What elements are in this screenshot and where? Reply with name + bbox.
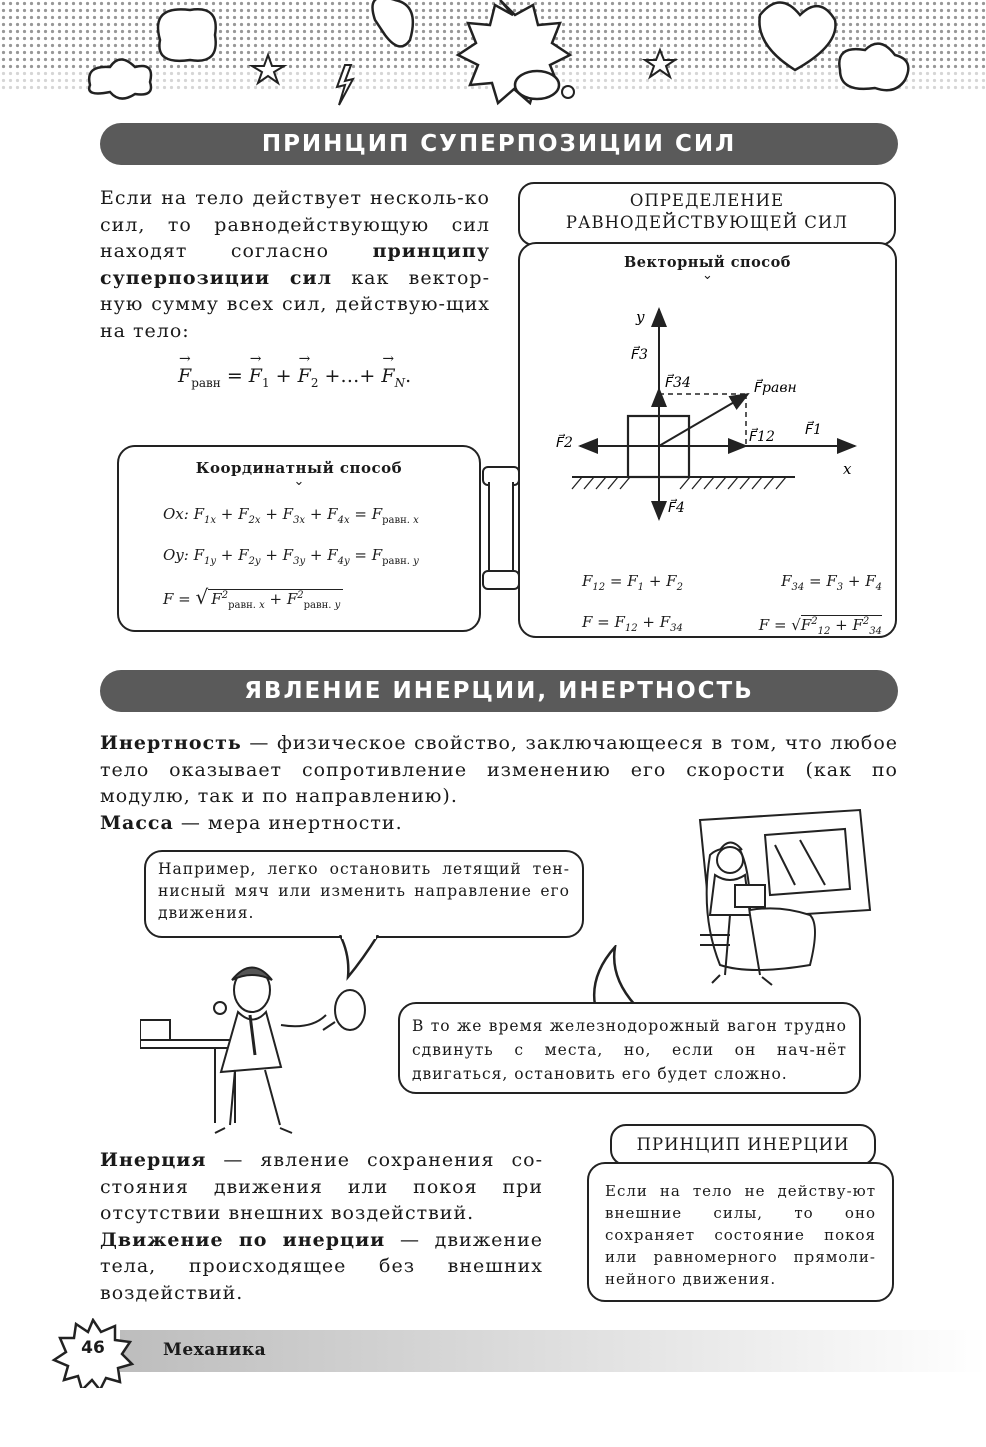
inertness-definition: — физическое свойство, заключающееся в том, что любое тело оказывает сопротивление изменению его скорости (как по модулю, так и по направлению). bbox=[100, 732, 898, 807]
ox-equation: Ox: $F_{1x} + F_{2x} + F_{3x} + F_{4x} = F_{равн. x}$ bbox=[163, 505, 419, 526]
definition-line2: РАВНОДЕЙСТВУЮЩЕЙ СИЛ bbox=[565, 213, 849, 232]
vector-method-box bbox=[518, 242, 897, 638]
resultant-formula: F → $_{равн}$ = F → $_1$ + F → $_2$ +…+ F → $_N$. bbox=[178, 351, 412, 390]
comic-header-decoration bbox=[0, 0, 986, 110]
page-number: 46 bbox=[81, 1338, 105, 1358]
speech-bubble-train: В то же время железнодорожный вагон трудно сдвинуть с места, но, если он нач-нёт двигаться, остановить его будет сложно. bbox=[398, 1002, 861, 1094]
f12-label: F⃗12 bbox=[749, 429, 775, 445]
x-axis-label: x bbox=[843, 460, 852, 478]
fr-label: F⃗равн bbox=[754, 380, 797, 396]
inertia-definition: — явление сохранения со-стояния движения или покоя при отсутствии внешних воздействий. bbox=[100, 1149, 543, 1224]
f2-label: F⃗2 bbox=[556, 435, 573, 451]
train-passenger-illustration bbox=[680, 805, 880, 1000]
speech-bubble-tail-2 bbox=[585, 945, 655, 1007]
section-title-superposition: ПРИНЦИП СУПЕРПОЗИЦИИ СИЛ bbox=[100, 123, 898, 165]
mass-definition: — мера инертности. bbox=[173, 811, 403, 834]
f34-equation: $F_{34} = F_3 + F_4$ bbox=[781, 572, 882, 593]
oy-equation: Oy: $F_{1y} + F_{2y} + F_{3y} + F_{4y} = F_{равн. y}$ bbox=[163, 546, 419, 567]
principle-inertia-text: Если на тело не действу-ют внешние силы, то оно сохраняет состояние покоя или равномерного прямоли-нейного движения. bbox=[587, 1162, 894, 1302]
inertia-paragraph bbox=[100, 1147, 543, 1306]
f-magnitude-equation: $F = √F^2_{12} + F^2_{34}$ bbox=[758, 616, 882, 637]
coordinate-method-box bbox=[117, 445, 481, 632]
tennis-player-illustration bbox=[140, 950, 380, 1140]
f-vector-equation: $F = F_{12} + F_{34}$ bbox=[582, 613, 683, 634]
ox-label: Ox: bbox=[163, 505, 189, 523]
f-label: F = bbox=[163, 590, 191, 608]
f1-label: F⃗1 bbox=[805, 422, 822, 438]
intro-text-pre: Если на тело действует несколь-ко сил, то равнодействующую сил находят согласно bbox=[100, 187, 490, 262]
chevron-down-icon: ⌄ bbox=[293, 474, 305, 489]
mass-term: Масса bbox=[100, 811, 174, 834]
magnitude-equation: F = √ $F^2_{равн. x} + F^2_{равн. y}$ bbox=[163, 579, 479, 623]
f4-label: F⃗4 bbox=[668, 500, 685, 516]
cloud-shape bbox=[158, 9, 216, 61]
superposition-intro bbox=[100, 185, 490, 344]
oval-shape bbox=[515, 71, 559, 99]
vector-equations bbox=[582, 564, 882, 649]
box-connector bbox=[478, 462, 520, 590]
vector-method-title: Векторный способ bbox=[624, 254, 791, 271]
oy-label: Oy: bbox=[163, 546, 189, 564]
chapter-name: Механика bbox=[163, 1340, 267, 1360]
definition-label bbox=[518, 182, 896, 246]
intro-text-post: как вектор-ную сумму всех сил, действую-щих на тело: bbox=[100, 266, 490, 342]
speech-bubble-tennis: Например, легко остановить летящий тен-нисный мяч или изменить направление его движения. bbox=[144, 850, 584, 938]
coordinate-method-title: Координатный способ bbox=[195, 459, 403, 477]
y-axis-label: y bbox=[636, 308, 645, 326]
f12-equation: $F_{12} = F_1 + F_2$ bbox=[582, 572, 683, 593]
section-title-inertia: ЯВЛЕНИЕ ИНЕРЦИИ, ИНЕРТНОСТЬ bbox=[100, 670, 898, 712]
intro-term-bold: принципу суперпозиции сил bbox=[100, 240, 490, 289]
inertia-term: Инерция bbox=[100, 1149, 207, 1171]
principle-inertia-title: ПРИНЦИП ИНЕРЦИИ bbox=[610, 1124, 876, 1166]
inertness-term: Инертность bbox=[100, 732, 242, 754]
motion-term: Движение по инерции bbox=[100, 1228, 386, 1251]
f3-label: F⃗3 bbox=[631, 347, 648, 363]
f34-label: F⃗34 bbox=[665, 375, 691, 391]
chevron-down-icon: ⌄ bbox=[702, 268, 713, 283]
motion-definition: — движение тела, происходящее без внешних воздействий. bbox=[100, 1228, 544, 1304]
definition-line1: ОПРЕДЕЛЕНИЕ bbox=[629, 191, 785, 210]
